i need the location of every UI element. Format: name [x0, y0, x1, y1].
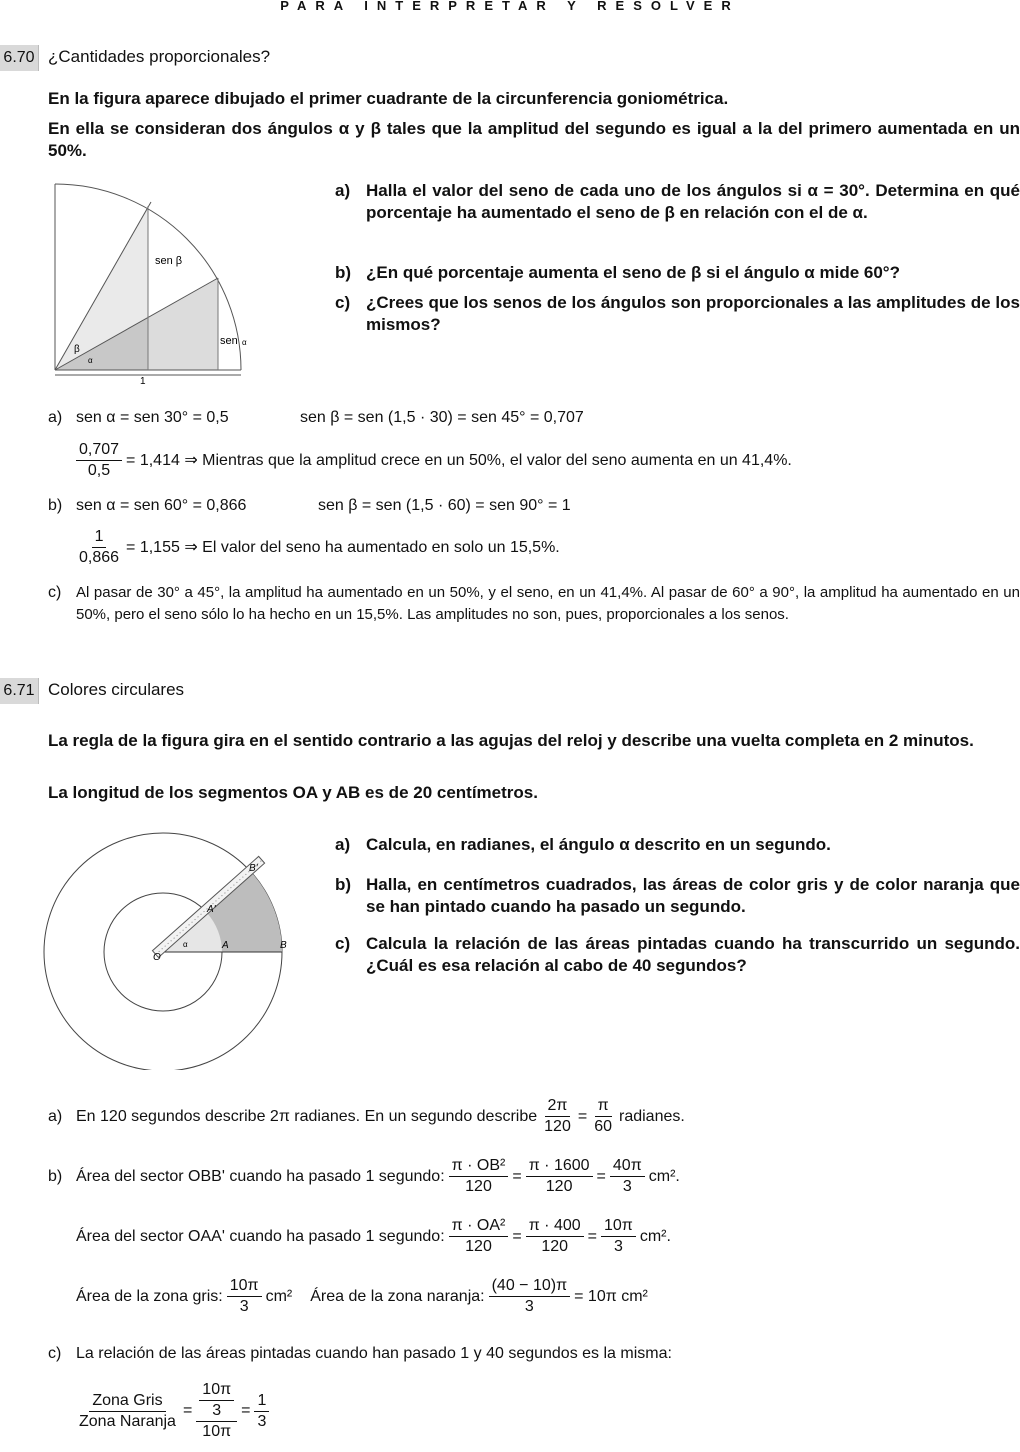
fraction	[541, 1096, 574, 1137]
label-A: A	[222, 940, 229, 951]
solution-text: radianes.	[618, 1107, 685, 1125]
rotating-ruler-figure	[20, 830, 320, 1070]
solution-text: Área del sector OAA' cuando ha pasado 1 segundo:	[76, 1227, 445, 1245]
label-A-prime: A'	[207, 904, 216, 915]
problem-number: 6.70	[0, 45, 39, 71]
solution-text: sen β = sen (1,5 · 30) = sen 45° = 0,707	[300, 409, 584, 426]
question-c	[335, 933, 1020, 977]
solution-text: Al pasar de 30° a 45°, la amplitud ha aumentado en un 50%, y el seno, en un 41,4%. Al pasar de 60° a 90°, la amplitud ha aumentado en un 50%, pero el seno sólo lo ha hecho en un 15,5%. Las amplitudes no son, pues, proporcionales a los senos.	[76, 584, 1020, 623]
problem-number: 6.71	[0, 678, 39, 704]
sen-alpha-sub: α	[242, 338, 247, 347]
question-label: b)	[335, 875, 352, 894]
numerator: 1	[254, 1391, 269, 1412]
question-text: Halla, en centímetros cuadrados, las áreas de color gris y de color naranja que se han pintado cuando ha pasado un segundo.	[366, 875, 1020, 916]
statement: La longitud de los segmentos OA y AB es de 20 centímetros.	[48, 783, 538, 802]
label-B: B	[280, 940, 287, 951]
numerator: π · OA²	[449, 1216, 509, 1237]
numerator: 0,707	[76, 440, 122, 461]
label-B-prime: B'	[249, 863, 258, 874]
numerator: 10π	[199, 1380, 234, 1401]
solution-text: Área del sector OBB' cuando ha pasado 1 segundo:	[76, 1167, 445, 1185]
fraction	[76, 1391, 179, 1432]
label-alpha: α	[183, 940, 188, 949]
solution-text: La relación de las áreas pintadas cuando han pasado 1 y 40 segundos es la misma:	[76, 1345, 672, 1362]
question-label: a)	[335, 835, 351, 854]
question-text: ¿Crees que los senos de los ángulos son proporcionales a las amplitudes de los mismos?	[366, 293, 1020, 334]
question-text: Halla el valor del seno de cada uno de los ángulos si α = 30°. Determina en qué porcentaje ha aumentado el seno de β en relación con el de α.	[366, 181, 1020, 222]
solution-label: a)	[48, 1107, 63, 1125]
numerator	[196, 1380, 237, 1422]
denominator: 0,5	[87, 462, 111, 479]
numerator: 2π	[545, 1096, 571, 1117]
denominator: 120	[465, 1178, 492, 1195]
numerator: 10π	[601, 1216, 636, 1237]
numerator: π · 400	[526, 1216, 584, 1237]
numerator: Zona Gris	[89, 1391, 165, 1412]
solution-b-ratio	[72, 527, 560, 568]
question-a	[335, 180, 1020, 224]
statement: La regla de la figura gira en el sentido contrario a las agujas del reloj y describe una vuelta completa en 2 minutos.	[48, 731, 974, 750]
solution-label: a)	[48, 409, 63, 426]
page-header: PARA INTERPRETAR Y RESOLVER	[280, 0, 740, 13]
denominator: 60	[594, 1118, 612, 1135]
statement: En ella se consideran dos ángulos α y β tales que la amplitud del segundo es igual a la del primero aumentada en un 50%.	[48, 119, 1020, 160]
denominator: Zona Naranja	[79, 1412, 176, 1430]
fraction	[591, 1096, 615, 1137]
denominator: 3	[524, 1298, 534, 1315]
solution-label: b)	[48, 1167, 63, 1185]
beta-label: β	[74, 344, 80, 355]
denominator: 120	[544, 1118, 571, 1135]
label-O: O	[153, 952, 161, 963]
denominator: 3	[257, 1412, 267, 1430]
fraction	[227, 1276, 262, 1317]
question-label: c)	[335, 293, 351, 312]
denominator: 10π	[202, 1423, 232, 1440]
fraction	[610, 1156, 645, 1197]
problem-title: ¿Cantidades proporcionales?	[48, 47, 271, 66]
solution-text: = 1,414 ⇒ Mientras que la amplitud crece en un 50%, el valor del seno aumenta en un 41,4%.	[126, 451, 792, 469]
question-b	[335, 262, 1020, 284]
question-text: Calcula, en radianes, el ángulo α descrito en un segundo.	[366, 835, 831, 854]
solution-a-ratio	[72, 440, 792, 481]
solution-text: sen α = sen 60° = 0,866	[76, 497, 247, 514]
question-text: Calcula la relación de las áreas pintadas cuando ha transcurrido un segundo. ¿Cuál es esa relación al cabo de 40 segundos?	[366, 934, 1020, 975]
denominator: 3	[622, 1178, 632, 1195]
solution-text: Área de la zona naranja:	[310, 1287, 485, 1305]
unit: cm².	[648, 1167, 680, 1185]
numerator: 10π	[227, 1276, 262, 1297]
fraction	[526, 1156, 593, 1197]
unit-label: 1	[140, 376, 146, 387]
problem-title: Colores circulares	[48, 680, 185, 699]
fraction	[449, 1156, 509, 1197]
equals: =	[577, 1107, 588, 1125]
solution-c-ratio: $\frac{\text{Zona Gris}}{\text{Zona Naranja}}$ = $\frac{\frac{10\pi}{3}}{10\pi}$ = $\frac{1}{3}$	[72, 1380, 273, 1442]
question-b	[335, 874, 1020, 918]
solution-text: = 10π cm²	[574, 1287, 648, 1305]
denominator: 120	[545, 1178, 573, 1195]
fraction	[76, 440, 122, 481]
denominator: 120	[465, 1238, 492, 1255]
statement: En la figura aparece dibujado el primer cuadrante de la circunferencia goniométrica.	[48, 89, 729, 108]
numerator: π	[595, 1096, 612, 1117]
unit: cm².	[639, 1227, 671, 1245]
denominator: 0,866	[79, 549, 120, 566]
numerator: 1	[92, 527, 107, 548]
numerator: 40π	[610, 1156, 645, 1177]
question-a	[335, 834, 1020, 856]
solution-label: c)	[48, 1345, 62, 1362]
solution-text: Área de la zona gris:	[76, 1287, 223, 1305]
compound-fraction	[196, 1380, 237, 1442]
sen-alpha-label: sen	[220, 335, 238, 347]
solution-text: sen α = sen 30° = 0,5	[76, 409, 229, 426]
numerator: π · 1600	[526, 1156, 593, 1177]
solution-label: c)	[48, 584, 62, 601]
unit: cm²	[265, 1287, 293, 1305]
question-label: a)	[335, 181, 351, 200]
solution-a	[48, 1096, 685, 1137]
denominator: 3	[239, 1298, 249, 1315]
numerator: π · OB²	[449, 1156, 509, 1177]
question-text: ¿En qué porcentaje aumenta el seno de β si el ángulo α mide 60°?	[366, 263, 900, 282]
fraction	[199, 1380, 234, 1421]
fraction	[601, 1216, 636, 1257]
denominator: 120	[541, 1238, 569, 1255]
quadrant-figure	[48, 178, 258, 388]
fraction	[489, 1276, 571, 1317]
question-c	[335, 292, 1020, 336]
denominator: 3	[613, 1238, 623, 1255]
fraction	[526, 1216, 584, 1257]
solution-b-line1: b) Área del sector OBB' cuando ha pasado 1 segundo: $\frac{\text{π · OB²}}{120}$ = $\frac{\pi \cdot 1600}{120}$ = $\frac{40\pi}{3}$ cm².	[48, 1157, 680, 1195]
solution-text: sen β = sen (1,5 · 60) = sen 90° = 1	[318, 497, 571, 514]
fraction	[76, 527, 122, 568]
alpha-label: α	[88, 356, 93, 365]
question-label: c)	[335, 934, 351, 953]
fraction	[254, 1391, 269, 1432]
solution-text: = 1,155 ⇒ El valor del seno ha aumentado en solo un 15,5%.	[126, 538, 560, 556]
numerator: (40 − 10)π	[489, 1276, 571, 1297]
solution-b-line3	[76, 1276, 648, 1317]
solution-label: b)	[48, 497, 63, 514]
solution-b-line2: Área del sector OAA' cuando ha pasado 1 segundo: $\frac{\text{π · OA²}}{120}$ = $\frac{\pi \cdot 400}{120}$ = $\frac{10\pi}{3}$ cm².	[76, 1217, 671, 1255]
sen-beta-label: sen β	[155, 255, 183, 267]
fraction	[449, 1216, 509, 1257]
question-label: b)	[335, 263, 352, 282]
denominator: 3	[212, 1402, 222, 1419]
solution-text: En 120 segundos describe 2π radianes. En un segundo describe	[76, 1107, 538, 1125]
